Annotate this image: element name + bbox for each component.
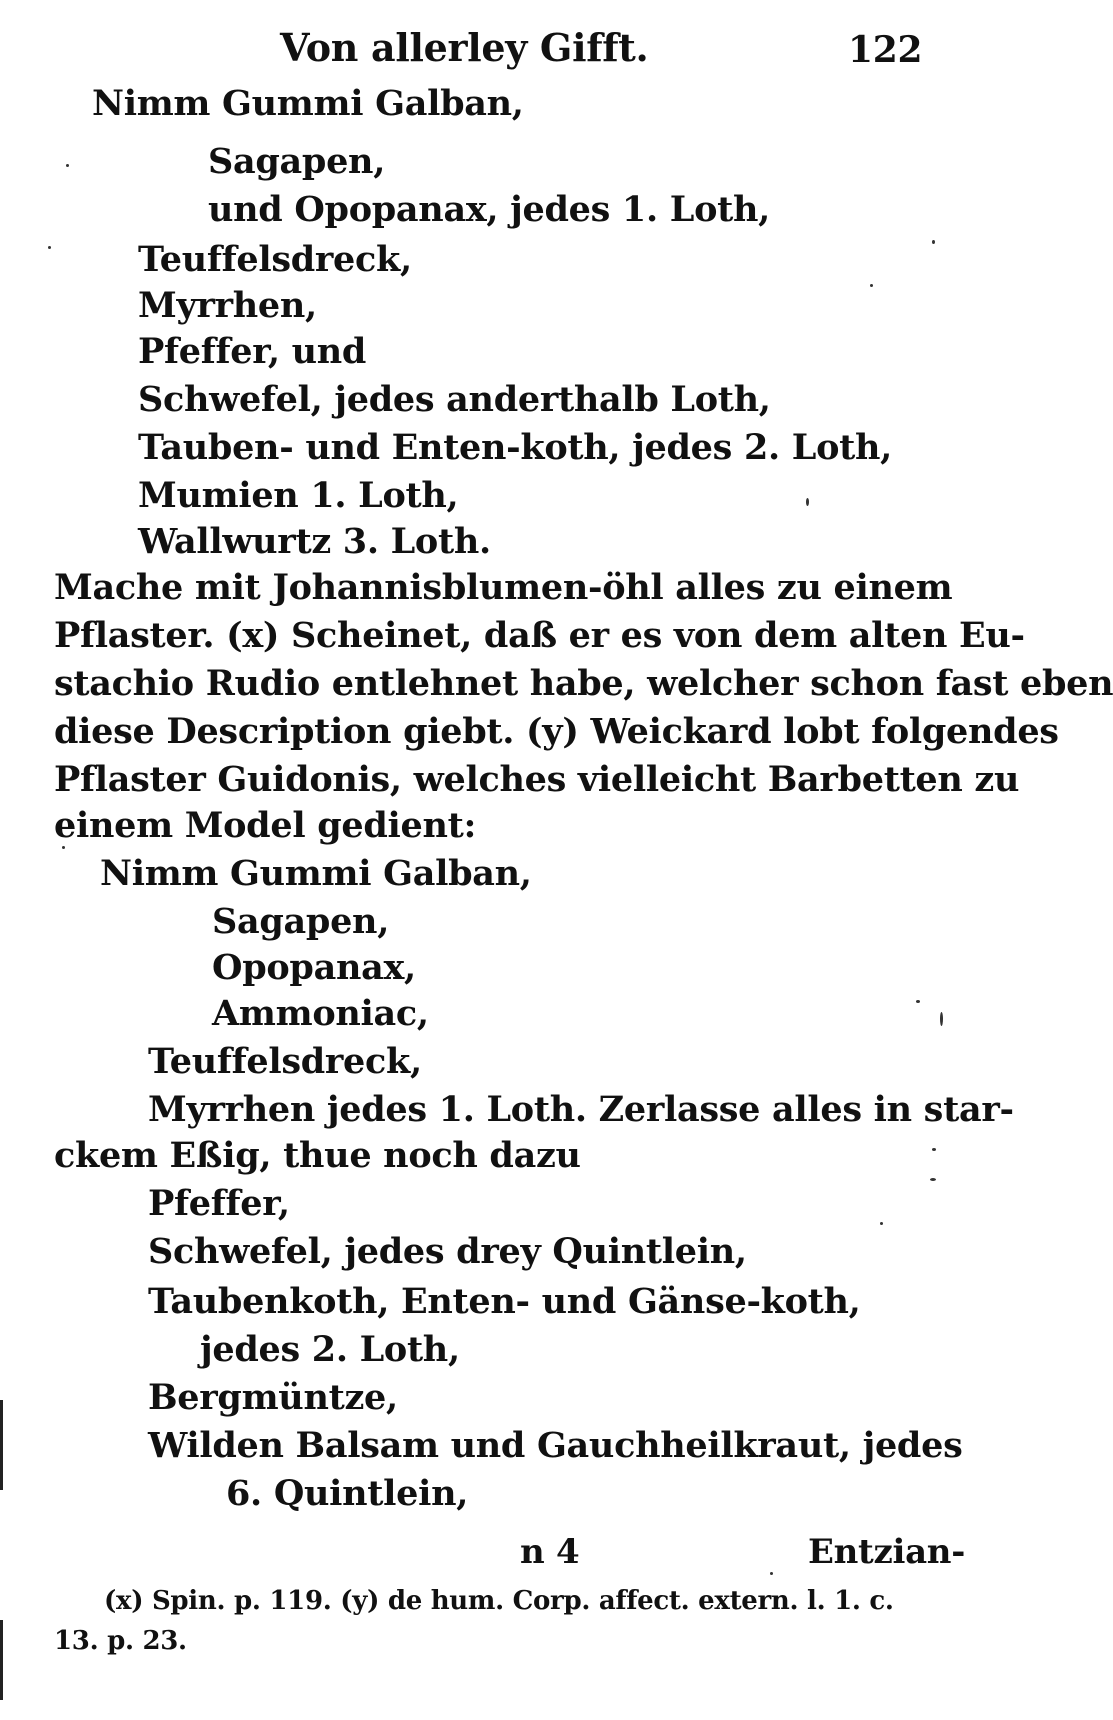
text-line: Pflaster Guidonis, welches vielleicht Barbetten zu xyxy=(54,759,1020,800)
text-line: Schwefel, jedes anderthalb Loth, xyxy=(138,379,771,420)
text-line: 6. Quintlein, xyxy=(226,1473,469,1514)
text-line: ckem Eßig, thue noch dazu xyxy=(54,1135,581,1176)
scan-speck xyxy=(932,240,935,244)
running-header: Von allerley Gifft. xyxy=(280,25,649,70)
scan-speck xyxy=(48,246,51,249)
footnote-line: (x) Spin. p. 119. (y) de hum. Corp. affect. extern. l. 1. c. xyxy=(104,1586,894,1616)
scan-edge xyxy=(0,1400,3,1490)
text-line: Sagapen, xyxy=(208,141,386,182)
text-line: Pfeffer, xyxy=(148,1183,290,1224)
text-line: Myrrhen, xyxy=(138,285,317,326)
text-line: Sagapen, xyxy=(212,901,390,942)
scan-speck xyxy=(806,498,809,506)
signature-mark: n 4 xyxy=(520,1532,580,1572)
text-line: Pflaster. (x) Scheinet, daß er es von dem alten Eu- xyxy=(54,615,1025,656)
scan-speck xyxy=(932,1148,936,1151)
scan-speck xyxy=(880,1222,883,1225)
scan-edge xyxy=(0,1620,3,1700)
text-line: Myrrhen jedes 1. Loth. Zerlasse alles in star- xyxy=(148,1089,1014,1130)
text-line: Pfeffer, und xyxy=(138,331,367,372)
text-line: Wilden Balsam und Gauchheilkraut, jedes xyxy=(148,1425,963,1466)
scan-speck xyxy=(66,164,69,167)
page-number: 122 xyxy=(848,29,923,71)
scan-speck xyxy=(940,1012,943,1026)
text-line: Ammoniac, xyxy=(212,993,429,1034)
text-line: jedes 2. Loth, xyxy=(200,1329,460,1370)
catchword: Entzian- xyxy=(808,1532,966,1572)
scan-speck xyxy=(62,846,65,849)
footnote-line: 13. p. 23. xyxy=(54,1626,187,1656)
text-line: Taubenkoth, Enten- und Gänse-koth, xyxy=(148,1281,861,1322)
text-line: Teuffelsdreck, xyxy=(148,1041,422,1082)
text-line: Mache mit Johannisblumen-öhl alles zu einem xyxy=(54,567,953,608)
text-line: diese Description giebt. (y) Weickard lobt folgendes xyxy=(54,711,1059,752)
text-line: stachio Rudio entlehnet habe, welcher schon fast eben xyxy=(54,663,1113,704)
text-line: Tauben- und Enten-koth, jedes 2. Loth, xyxy=(138,427,893,468)
scan-speck xyxy=(930,1178,936,1181)
text-line: Schwefel, jedes drey Quintlein, xyxy=(148,1231,747,1272)
text-line: einem Model gedient: xyxy=(54,805,477,846)
text-line: Bergmüntze, xyxy=(148,1377,398,1418)
text-line: Teuffelsdreck, xyxy=(138,239,412,280)
text-line: Nimm Gummi Galban, xyxy=(100,853,532,894)
scan-speck xyxy=(916,1000,920,1003)
text-line: und Opopanax, jedes 1. Loth, xyxy=(208,189,771,230)
text-line: Wallwurtz 3. Loth. xyxy=(138,521,491,562)
scan-speck xyxy=(770,1572,773,1575)
scan-speck xyxy=(870,284,873,287)
text-line: Opopanax, xyxy=(212,947,416,988)
text-line: Mumien 1. Loth, xyxy=(138,475,459,516)
text-line: Nimm Gummi Galban, xyxy=(92,83,524,124)
